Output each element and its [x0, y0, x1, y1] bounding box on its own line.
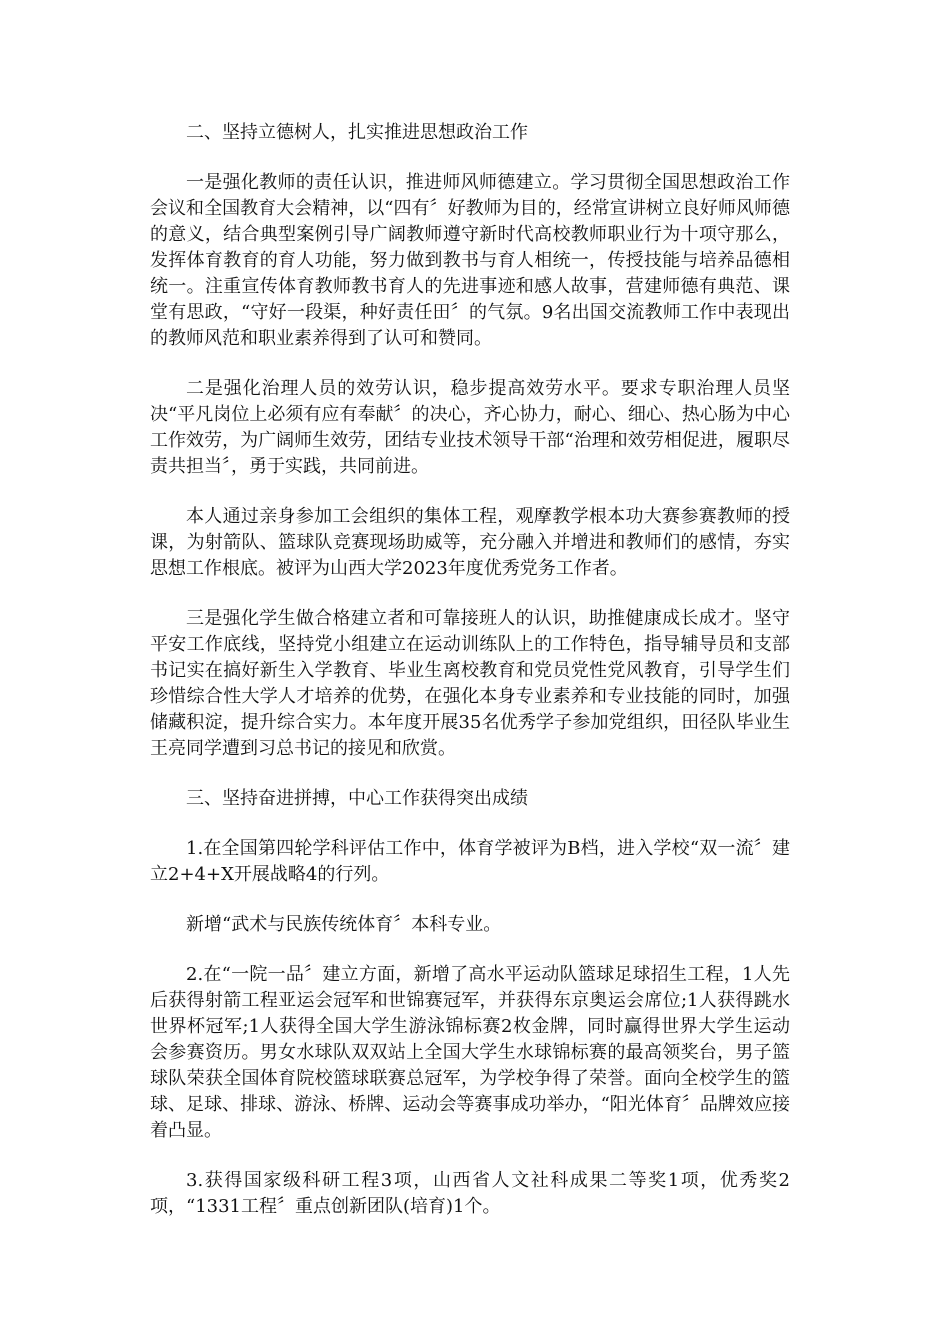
paragraph: 3.获得国家级科研工程3项，山西省人文社科成果二等奖1项，优秀奖2项，“1331工程〞重点创新团队(培育)1个。: [150, 1170, 790, 1217]
paragraph: 1.在全国第四轮学科评估工作中，体育学被评为B档，进入学校“双一流〞建立2+4+X开展战略4的行列。: [150, 838, 790, 885]
section-heading: 三、坚持奋进拼搏，中心工作获得突出成绩: [186, 788, 528, 809]
paragraph: 2.在“一院一品〞建立方面，新增了高水平运动队篮球足球招生工程，1人先后获得射箭工程亚运会冠军和世锦赛冠军，并获得东京奥运会席位;1人获得跳水世界杯冠军;1人获得全国大学生游泳锦标赛2枚金牌，同时赢得世界大学生运动会参赛资历。男女水球队双双站上全国大学生水球锦标赛的最高领奖台，男子篮球队荣获全国体育院校篮球联赛总冠军，为学校争得了荣誉。面向全校学生的篮球、足球、排球、游泳、桥牌、运动会等赛事成功举办，“阳光体育〞品牌效应接着凸显。: [150, 964, 790, 1141]
paragraph: 一是强化教师的责任认识，推进师风师德建立。学习贯彻全国思想政治工作会议和全国教育大会精神，以“四有〞好教师为目的，经常宣讲树立良好师风师德的意义，结合典型案例引导广阔教师遵守新时代高校教师职业行为十项守那么，发挥体育教育的育人功能，努力做到教书与育人相统一，传授技能与培养品德相统一。注重宣传体育教师教书育人的先进事迹和感人故事，营建师德有典范、课堂有思政，“守好一段渠，种好责任田〞的气氛。9名出国交流教师工作中表现出的教师风范和职业素养得到了认可和赞同。: [150, 172, 790, 349]
paragraph: 本人通过亲身参加工会组织的集体工程，观摩教学根本功大赛参赛教师的授课，为射箭队、篮球队竞赛现场助威等，充分融入并增进和教师们的感情，夯实思想工作根底。被评为山西大学2023年度优秀党务工作者。: [150, 506, 790, 579]
section-heading: 二、坚持立德树人，扎实推进思想政治工作: [186, 122, 528, 143]
document-page: [150, 120, 790, 1244]
paragraph: 二是强化治理人员的效劳认识，稳步提高效劳水平。要求专职治理人员坚决“平凡岗位上必须有应有奉献〞的决心，齐心协力，耐心、细心、热心肠为中心工作效劳，为广阔师生效劳，团结专业技术领导干部“治理和效劳相促进，履职尽责共担当〞，勇于实践，共同前进。: [150, 378, 790, 477]
paragraph: 三是强化学生做合格建立者和可靠接班人的认识，助推健康成长成才。坚守平安工作底线，坚持党小组建立在运动训练队上的工作特色，指导辅导员和支部书记实在搞好新生入学教育、毕业生离校教育和党员党性党风教育，引导学生们珍惜综合性大学人才培养的优势，在强化本身专业素养和专业技能的同时，加强储藏积淀，提升综合实力。本年度开展35名优秀学子参加党组织，田径队毕业生王亮同学遭到习总书记的接见和欣赏。: [150, 608, 790, 759]
paragraph: 新增“武术与民族传统体育〞本科专业。: [186, 914, 502, 935]
